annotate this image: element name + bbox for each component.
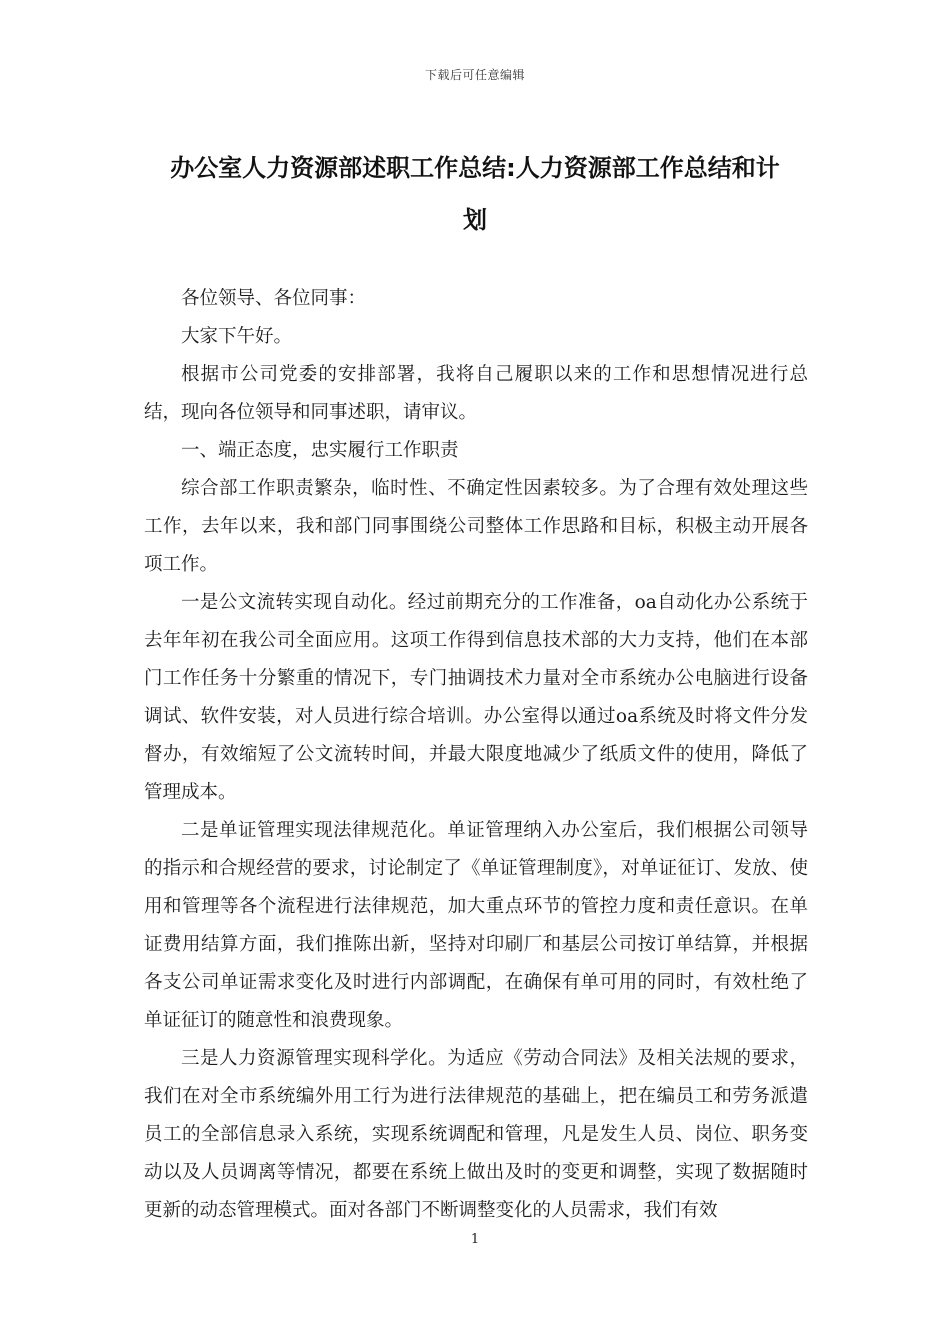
page-number: 1 xyxy=(470,1232,480,1247)
section-heading: 一、端正态度，忠实履行工作职责 xyxy=(181,440,459,461)
page-header-note: 下载后可任意编辑 xyxy=(424,68,525,82)
document-title-line-2: 划 xyxy=(463,206,487,234)
body-paragraph: 根据市公司党委的安排部署，我将自己履职以来的工作和思想情况进行总结，现向各位领导和同事述职，请审议。 xyxy=(144,364,808,423)
body-paragraph: 二是单证管理实现法律规范化。单证管理纳入办公室后，我们根据公司领导的指示和合规经营的要求，讨论制定了《单证管理制度》，对单证征订、发放、使用和管理等各个流程进行法律规范，加大重点环节的管控力度和责任意识。在单证费用结算方面，我们推陈出新，坚持对印刷厂和基层公司按订单结算，并根据各支公司单证需求变化及时进行内部调配，在确保有单可用的同时，有效杜绝了单证征订的随意性和浪费现象。 xyxy=(144,820,808,1031)
document-title-line-1: 办公室人力资源部述职工作总结:人力资源部工作总结和计 xyxy=(170,154,780,182)
document-title xyxy=(120,142,830,246)
body-paragraph: 一是公文流转实现自动化。经过前期充分的工作准备，oa自动化办公系统于去年年初在我公司全面应用。这项工作得到信息技术部的大力支持，他们在本部门工作任务十分繁重的情况下，专门抽调技术力量对全市系统办公电脑进行设备调试、软件安装，对人员进行综合培训。办公室得以通过oa系统及时将文件分发督办，有效缩短了公文流转时间，并最大限度地减少了纸质文件的使用，降低了管理成本。 xyxy=(144,592,808,803)
salutation: 各位领导、各位同事： xyxy=(181,288,367,309)
greeting: 大家下午好。 xyxy=(181,326,293,347)
body-paragraph: 综合部工作职责繁杂，临时性、不确定性因素较多。为了合理有效处理这些工作，去年以来，我和部门同事围绕公司整体工作思路和目标，积极主动开展各项工作。 xyxy=(144,478,808,575)
document-body xyxy=(144,280,808,1230)
body-paragraph: 三是人力资源管理实现科学化。为适应《劳动合同法》及相关法规的要求，我们在对全市系统编外用工行为进行法律规范的基础上，把在编员工和劳务派遣员工的全部信息录入系统，实现系统调配和管理，凡是发生人员、岗位、职务变动以及人员调离等情况，都要在系统上做出及时的变更和调整，实现了数据随时更新的动态管理模式。面对各部门不断调整变化的人员需求，我们有效 xyxy=(144,1048,808,1221)
